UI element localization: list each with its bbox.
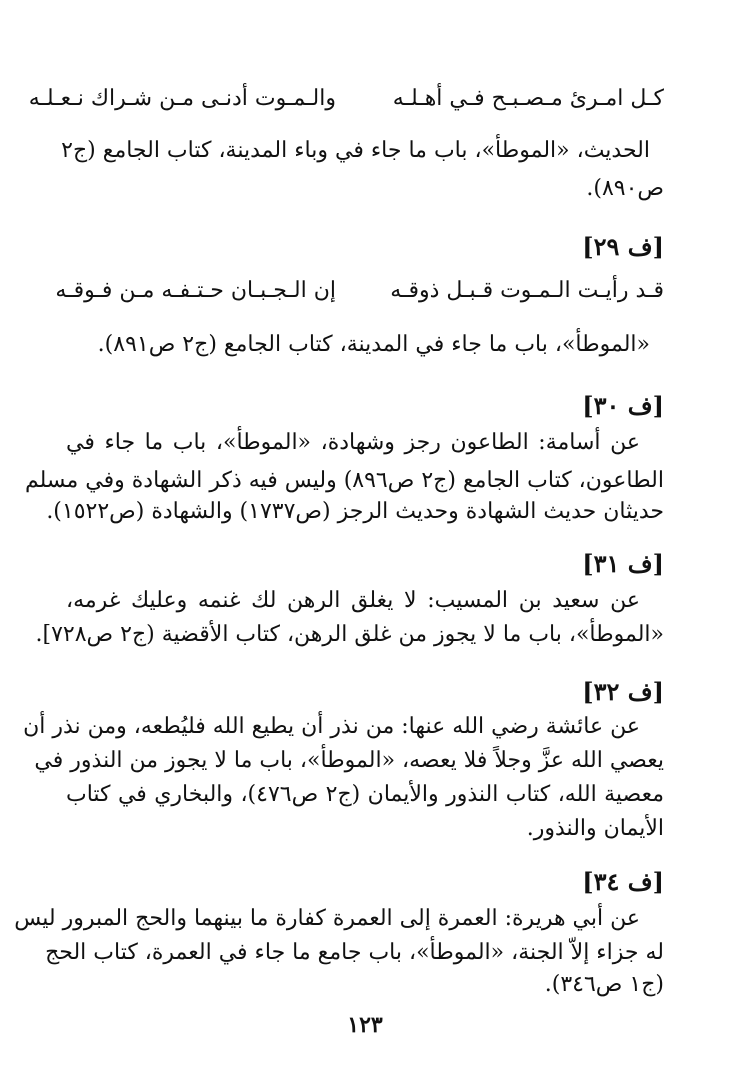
text-line: عن عائشة رضي الله عنها: من نذر أن يطيع الله فليُطعه، ومن نذر أن: [23, 714, 640, 739]
section-heading-32: [ف ٣٢]: [582, 677, 664, 706]
verse-2-first-hemistich: قـد رأيـت الـمـوت قـبـل ذوقـه: [390, 278, 664, 303]
section-heading-31: [ف ٣١]: [582, 549, 664, 578]
text-line: الحديث، «الموطأ»، باب ما جاء في وباء المدينة، كتاب الجامع (ج٢: [61, 138, 650, 163]
page-number: ١٢٣: [347, 1012, 383, 1038]
text-line: ص٨٩٠).: [586, 176, 664, 201]
text-line: عن سعيد بن المسيب: لا يغلق الرهن لك غنمه وعليك غرمه،: [66, 588, 640, 613]
verse-2-second-hemistich: إن الـجـبـان حـتـفـه مـن فـوقـه: [55, 278, 336, 303]
text-line: الطاعون، كتاب الجامع (ج٢ ص٨٩٦) وليس فيه ذكر الشهادة وفي مسلم: [24, 468, 664, 493]
text-line: عن أبي هريرة: العمرة إلى العمرة كفارة ما بينهما والحج المبرور ليس: [14, 906, 640, 931]
text-line: الأيمان والنذور.: [526, 816, 664, 841]
text-line: عن أسامة: الطاعون رجز وشهادة، «الموطأ»، باب ما جاء في: [66, 430, 640, 455]
text-line: له جزاء إلاّ الجنة، «الموطأ»، باب جامع ما جاء في العمرة، كتاب الحج: [45, 940, 664, 965]
text-line: معصية الله، كتاب النذور والأيمان (ج٢ ص٤٧٦)، والبخاري في كتاب: [66, 782, 665, 807]
text-line: (ج١ ص٣٤٦).: [544, 972, 664, 997]
section-heading-29: [ف ٢٩]: [582, 232, 664, 261]
text-line: يعصي الله عزَّ وجلاً فلا يعصه، «الموطأ»، باب ما لا يجوز من النذور في: [34, 748, 664, 773]
text-line: «الموطأ»، باب ما لا يجوز من غلق الرهن، كتاب الأقضية (ج٢ ص٧٢٨].: [35, 622, 664, 647]
text-line: حديثان حديث الشهادة وحديث الرجز (ص١٧٣٧) والشهادة (ص١٥٢٢).: [46, 499, 664, 524]
verse-1-first-hemistich: كـل امـرئ مـصـبـح فـي أهـلـه: [392, 86, 664, 111]
verse-1-second-hemistich: والـمـوت أدنـى مـن شـراك نـعـلـه: [28, 86, 336, 111]
section-heading-34: [ف ٣٤]: [582, 867, 664, 896]
section-heading-30: [ف ٣٠]: [582, 391, 664, 420]
text-line: «الموطأ»، باب ما جاء في المدينة، كتاب الجامع (ج٢ ص٨٩١).: [97, 332, 650, 357]
